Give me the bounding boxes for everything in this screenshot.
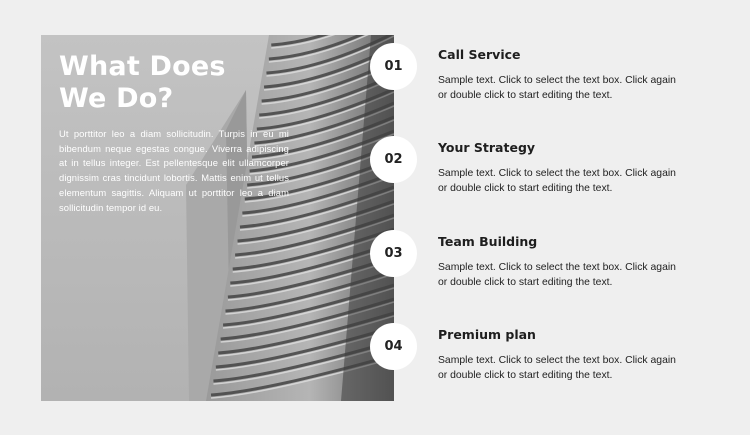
step-number-badge-2: 02	[370, 136, 417, 183]
step-number-badge-4: 04	[370, 323, 417, 370]
hero-title	[59, 51, 279, 115]
step-number-badge-3: 03	[370, 230, 417, 277]
hero-panel	[41, 35, 394, 401]
hero-title-line-1: What Does	[59, 51, 226, 82]
step-title-2[interactable]: Your Strategy	[438, 140, 536, 155]
step-text-1[interactable]: Sample text. Click to select the text box. Click again or double click to start editing the text.	[438, 75, 676, 101]
step-title-4[interactable]: Premium plan	[438, 327, 536, 342]
step-text-4[interactable]: Sample text. Click to select the text box. Click again or double click to start editing the text.	[438, 355, 676, 381]
step-text-2[interactable]: Sample text. Click to select the text box. Click again or double click to start editing the text.	[438, 168, 676, 194]
step-title-1[interactable]: Call Service	[438, 47, 521, 62]
step-number-badge-1: 01	[370, 43, 417, 90]
hero-description: Ut porttitor leo a diam sollicitudin. Turpis in eu mi bibendum neque egestas congue. Viverra adipiscing at in tellus integer. Est pellentesque elit ullamcorper dignissim cras tincidunt lobortis. Mattis enim ut tellus elementum sagittis. Aliquam ut porttitor leo a diam sollicitudin tempor id eu.	[59, 128, 289, 213]
step-text-3[interactable]: Sample text. Click to select the text box. Click again or double click to start editing the text.	[438, 262, 676, 288]
step-title-3[interactable]: Team Building	[438, 234, 538, 249]
hero-title-line-2: We Do?	[59, 83, 174, 114]
